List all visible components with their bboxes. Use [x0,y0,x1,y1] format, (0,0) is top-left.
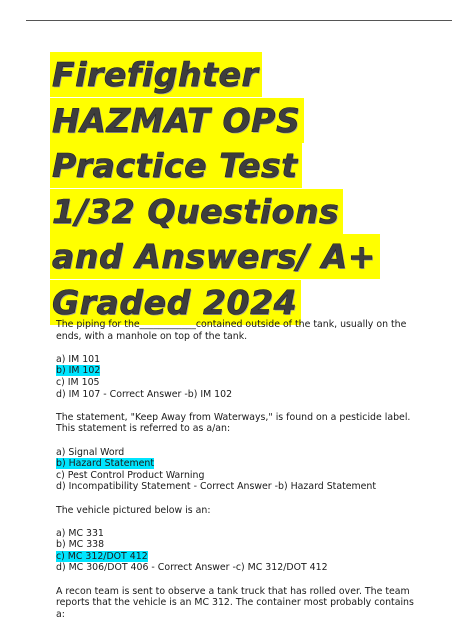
question-prompt: A recon team is sent to observe a tank truck that has rolled over. The team reports that the vehicle is an MC 312. The container most probably contains a: [56,585,414,620]
title-text: Practice Test [50,143,302,188]
top-rule [26,20,452,21]
title-text: and Answers/ A+ [50,234,380,279]
title-line [50,143,450,189]
answer-option: d) Incompatibility Statement - Correct Answer -b) Hazard Statement [56,481,377,493]
answer-option: a) MC 331 [56,527,104,539]
title-text: Firefighter [50,52,262,97]
title-text: HAZMAT OPS [50,98,304,143]
answer-option: c) IM 105 [56,376,100,388]
title-line [50,234,450,280]
answer-option-highlighted: b) Hazard Statement [56,458,155,470]
answer-option-highlighted: c) MC 312/DOT 412 [56,550,148,562]
answer-option: b) MC 338 [56,539,105,551]
title-line [50,189,450,235]
answer-option: d) MC 306/DOT 406 - Correct Answer -c) MC 312/DOT 412 [56,562,328,574]
title-text: Graded 2024 [50,280,301,325]
question-list [56,319,416,620]
answer-option: d) IM 107 - Correct Answer -b) IM 102 [56,388,233,400]
question-prompt: The vehicle pictured below is an: [56,504,211,516]
title-line [50,98,450,144]
question-prompt: The piping for the____________contained outside of the tank, usually on the ends, with a manhole on top of the tank. [56,319,407,342]
answer-option: a) IM 101 [56,353,101,365]
question-prompt: The statement, "Keep Away from Waterways," is found on a pesticide label. This statement is referred to as a/an: [56,411,411,435]
answer-option: a) Signal Word [56,446,125,458]
answer-option: c) Pest Control Product Warning [56,469,205,481]
answer-option-highlighted: b) IM 102 [56,365,101,377]
title-line [50,52,450,98]
title-text: 1/32 Questions [50,189,343,234]
document-title [50,52,450,325]
